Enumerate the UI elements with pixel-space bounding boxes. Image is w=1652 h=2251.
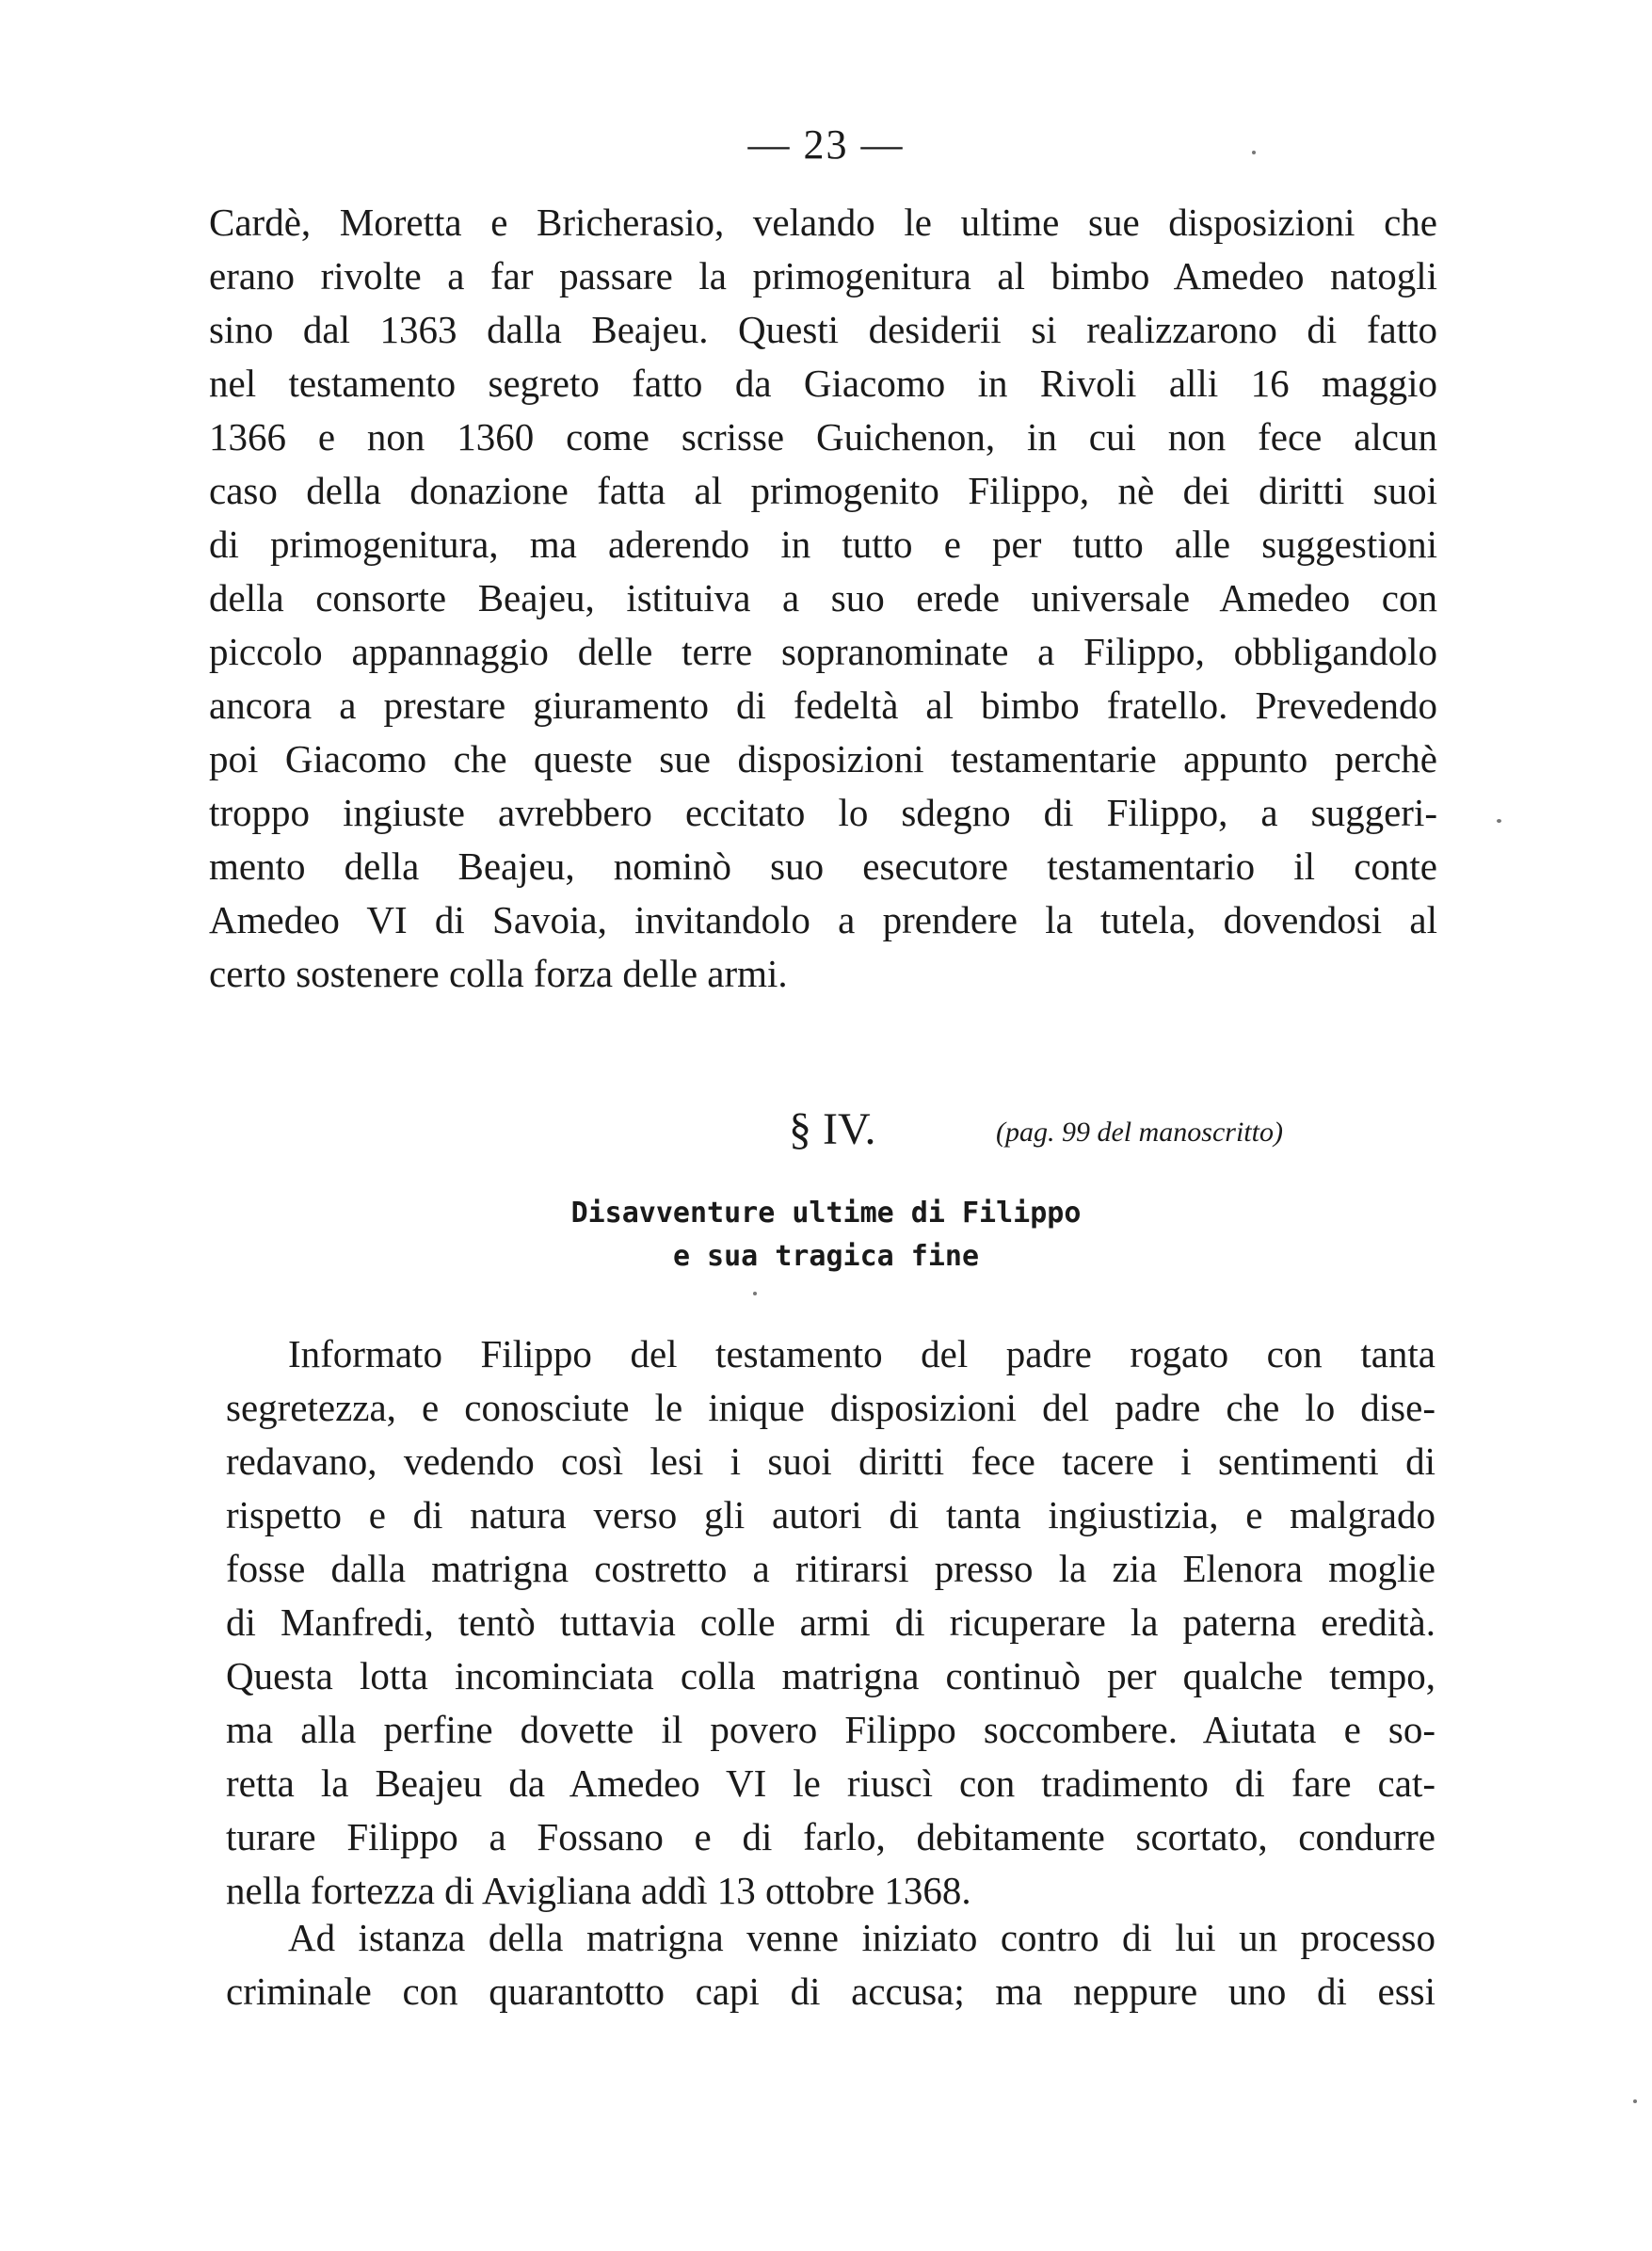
- text-line: fosse dalla matrigna costretto a ritirarsi presso la zia Elenora moglie: [226, 1547, 1435, 1590]
- text-line: segretezza, e conosciute le inique disposizioni del padre che lo dise-: [226, 1386, 1435, 1429]
- text-line: nella fortezza di Avigliana addì 13 ottobre 1368.: [226, 1869, 971, 1912]
- paragraph-2: [226, 1327, 1435, 1918]
- text-line: criminale con quarantotto capi di accusa; ma neppure uno di essi: [226, 1970, 1435, 2013]
- text-line: Amedeo VI di Savoia, invitandolo a prendere la tutela, dovendosi al: [209, 898, 1437, 941]
- text-line: redavano, vedendo così lesi i suoi diritti fece tacere i sentimenti di: [226, 1439, 1435, 1483]
- text-line: troppo ingiuste avrebbero eccitato lo sdegno di Filippo, a suggeri-: [209, 791, 1437, 834]
- section-mark: § IV.: [789, 1104, 876, 1154]
- section-title: [0, 1192, 1652, 1278]
- text-line: certo sostenere colla forza delle armi.: [209, 952, 788, 995]
- text-line: Questa lotta incominciata colla matrigna continuò per qualche tempo,: [226, 1654, 1435, 1697]
- paragraph-1: [209, 196, 1437, 1001]
- text-line: sino dal 1363 dalla Beajeu. Questi desiderii si realizzarono di fatto: [209, 308, 1437, 351]
- text-line: di Manfredi, tentò tuttavia colle armi di ricuperare la paterna eredità.: [226, 1600, 1435, 1644]
- page-number: — 23 —: [747, 121, 905, 168]
- scan-speck: [1633, 2099, 1637, 2103]
- manuscript-reference: (pag. 99 del manoscritto): [996, 1117, 1283, 1148]
- text-line: ma alla perfine dovette il povero Filippo soccombere. Aiutata e so-: [226, 1708, 1435, 1751]
- text-line: piccolo appannaggio delle terre sopranominate a Filippo, obbligandolo: [209, 630, 1437, 673]
- text-line: rispetto e di natura verso gli autori di tanta ingiustizia, e malgrado: [226, 1493, 1435, 1536]
- section-title-line: e sua tragica fine: [672, 1240, 980, 1273]
- section-header: [0, 1103, 1652, 1160]
- text-line: mento della Beajeu, nominò suo esecutore testamentario il conte: [209, 844, 1437, 888]
- text-line: erano rivolte a far passare la primogenitura al bimbo Amedeo natogli: [209, 254, 1437, 297]
- text-line: poi Giacomo che queste sue disposizioni testamentarie appunto perchè: [209, 737, 1437, 780]
- text-line: turare Filippo a Fossano e di farlo, debitamente scortato, condurre: [226, 1815, 1435, 1858]
- text-line: nel testamento segreto fatto da Giacomo in Rivoli alli 16 maggio: [209, 362, 1437, 405]
- text-line: di primogenitura, ma aderendo in tutto e per tutto alle suggestioni: [209, 523, 1437, 566]
- text-line: Cardè, Moretta e Bricherasio, velando le ultime sue disposizioni che: [209, 201, 1437, 244]
- text-line: caso della donazione fatta al primogenito Filippo, nè dei diritti suoi: [209, 469, 1437, 512]
- text-line: Ad istanza della matrigna venne iniziato contro di lui un processo: [288, 1916, 1435, 1959]
- scan-speck: [753, 1292, 757, 1295]
- text-line: Informato Filippo del testamento del padre rogato con tanta: [288, 1332, 1435, 1375]
- text-line: della consorte Beajeu, istituiva a suo erede universale Amedeo con: [209, 576, 1437, 619]
- text-line: 1366 e non 1360 come scrisse Guichenon, in cui non fece alcun: [209, 415, 1437, 458]
- scan-speck: [1252, 151, 1256, 154]
- text-line: retta la Beajeu da Amedeo VI le riuscì con tradimento di fare cat-: [226, 1761, 1435, 1805]
- paragraph-3: [226, 1911, 1435, 2018]
- scan-speck: [1497, 819, 1501, 823]
- text-line: ancora a prestare giuramento di fedeltà al bimbo fratello. Prevedendo: [209, 683, 1437, 727]
- section-title-line: Disavventure ultime di Filippo: [570, 1197, 1082, 1230]
